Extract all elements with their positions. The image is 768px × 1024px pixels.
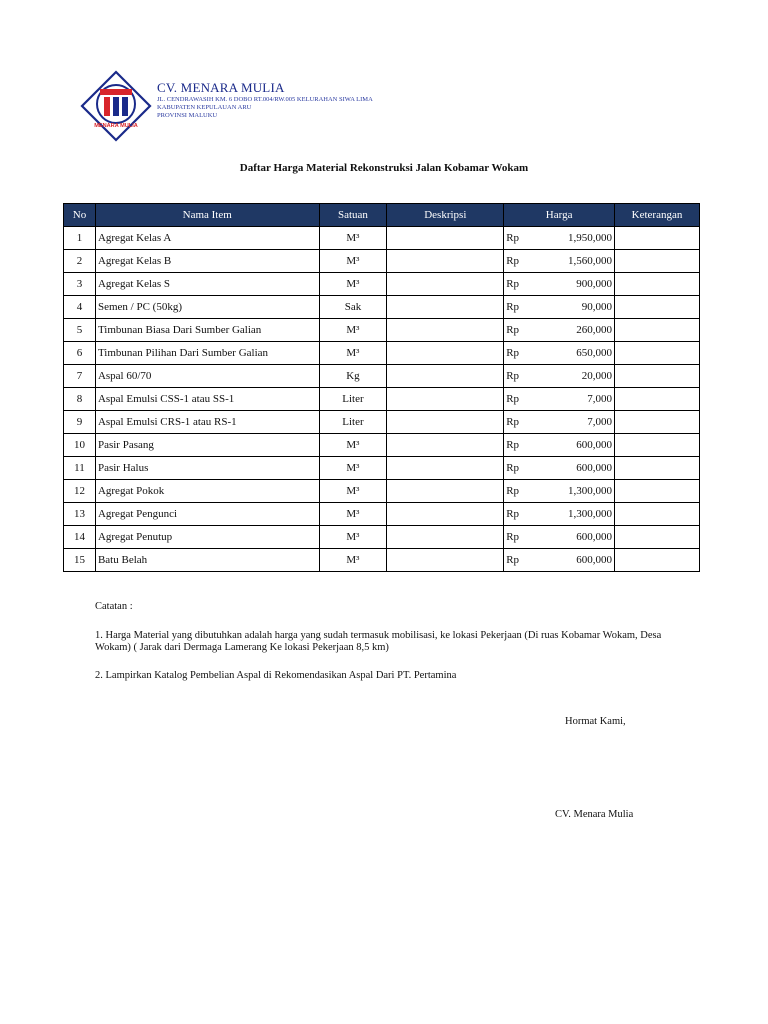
item-description [387,388,504,411]
currency-label: Rp [506,531,520,543]
item-name: Agregat Kelas B [95,250,319,273]
price-amount: 600,000 [576,531,613,543]
column-header-price: Harga [504,204,615,227]
notes-heading: Catatan : [95,601,133,612]
item-name: Agregat Pengunci [95,503,319,526]
item-unit: Liter [319,388,387,411]
row-number: 1 [64,227,96,250]
item-name: Agregat Penutup [95,526,319,549]
note-item: 1. Harga Material yang dibutuhkan adalah harga yang sudah termasuk mobilisasi, ke lokasi Pekerjaan (Di ruas Kobamar Wokam, Desa Wokam) ( Jarak dari Dermaga Lamerang Ke lokasi Pekerjaan 8,5 km) [95,630,662,653]
item-note [615,457,700,480]
item-description [387,250,504,273]
item-name: Aspal 60/70 [95,365,319,388]
item-note [615,250,700,273]
table-row [64,480,700,503]
item-description [387,296,504,319]
item-description [387,526,504,549]
item-description [387,227,504,250]
item-unit: M³ [319,273,387,296]
row-number: 6 [64,342,96,365]
currency-label: Rp [506,393,520,405]
item-unit: Kg [319,365,387,388]
table-row [64,342,700,365]
row-number: 2 [64,250,96,273]
currency-label: Rp [506,232,520,244]
currency-label: Rp [506,554,520,566]
column-header-unit: Satuan [319,204,387,227]
company-address-line: KABUPATEN KEPULAUAN ARU [157,104,252,111]
table-row [64,526,700,549]
column-header-no: No [64,204,96,227]
item-note [615,273,700,296]
column-header-name: Nama Item [95,204,319,227]
item-name: Batu Belah [95,549,319,572]
item-unit: Liter [319,411,387,434]
price-table [63,203,700,572]
item-price [504,480,615,503]
row-number: 7 [64,365,96,388]
item-unit: M³ [319,503,387,526]
company-address-line: PROVINSI MALUKU [157,112,218,119]
item-unit: Sak [319,296,387,319]
item-name: Aspal Emulsi CRS-1 atau RS-1 [95,411,319,434]
item-description [387,434,504,457]
price-amount: 650,000 [576,347,613,359]
item-name: Agregat Kelas S [95,273,319,296]
price-amount: 1,950,000 [568,232,613,244]
document-title: Daftar Harga Material Rekonstruksi Jalan Kobamar Wokam [239,162,529,174]
table-header-row [64,204,700,227]
table-row [64,411,700,434]
table-row [64,388,700,411]
item-price [504,227,615,250]
item-unit: M³ [319,319,387,342]
item-description [387,273,504,296]
currency-label: Rp [506,439,520,451]
item-description [387,365,504,388]
company-name: CV. MENARA MULIA [157,80,285,95]
item-note [615,503,700,526]
item-unit: M³ [319,227,387,250]
price-amount: 90,000 [581,301,613,313]
item-description [387,480,504,503]
item-note [615,434,700,457]
row-number: 12 [64,480,96,503]
item-note [615,526,700,549]
table-row [64,549,700,572]
item-note [615,319,700,342]
item-note [615,411,700,434]
currency-label: Rp [506,324,520,336]
currency-label: Rp [506,255,520,267]
item-description [387,503,504,526]
item-name: Timbunan Biasa Dari Sumber Galian [95,319,319,342]
currency-label: Rp [506,301,520,313]
item-unit: M³ [319,434,387,457]
item-price [504,273,615,296]
item-unit: M³ [319,342,387,365]
price-amount: 260,000 [576,324,613,336]
item-price [504,296,615,319]
currency-label: Rp [506,278,520,290]
table-row [64,457,700,480]
price-amount: 600,000 [576,439,613,451]
item-unit: M³ [319,480,387,503]
item-note [615,227,700,250]
price-amount: 1,300,000 [568,485,613,497]
item-name: Semen / PC (50kg) [95,296,319,319]
table-row [64,296,700,319]
item-name: Aspal Emulsi CSS-1 atau SS-1 [95,388,319,411]
price-amount: 1,300,000 [568,508,613,520]
currency-label: Rp [506,416,520,428]
item-price [504,365,615,388]
item-note [615,388,700,411]
row-number: 4 [64,296,96,319]
row-number: 9 [64,411,96,434]
column-header-note: Keterangan [615,204,700,227]
closing-greeting: Hormat Kami, [565,716,626,727]
currency-label: Rp [506,370,520,382]
item-note [615,342,700,365]
note-item: 2. Lampirkan Katalog Pembelian Aspal di Rekomendasikan Aspal Dari PT. Pertamina [95,670,457,681]
item-note [615,296,700,319]
table-row [64,273,700,296]
price-amount: 20,000 [581,370,613,382]
item-unit: M³ [319,526,387,549]
currency-label: Rp [506,508,520,520]
row-number: 15 [64,549,96,572]
item-price [504,549,615,572]
currency-label: Rp [506,347,520,359]
price-amount: 7,000 [587,393,613,405]
item-price [504,411,615,434]
item-description [387,411,504,434]
item-price [504,457,615,480]
price-amount: 600,000 [576,462,613,474]
item-unit: M³ [319,549,387,572]
item-price [504,342,615,365]
table-row [64,227,700,250]
item-name: Timbunan Pilihan Dari Sumber Galian [95,342,319,365]
table-row [64,365,700,388]
item-note [615,365,700,388]
price-amount: 7,000 [587,416,613,428]
item-name: Pasir Halus [95,457,319,480]
price-amount: 900,000 [576,278,613,290]
row-number: 3 [64,273,96,296]
item-name: Agregat Pokok [95,480,319,503]
item-unit: M³ [319,457,387,480]
signatory-name: CV. Menara Mulia [555,809,634,820]
row-number: 8 [64,388,96,411]
price-amount: 600,000 [576,554,613,566]
company-address-line: JL. CENDRAWASIH KM. 6 DOBO RT.004/RW.005 KELURAHAN SIWA LIMA [157,96,373,103]
item-price [504,434,615,457]
table-row [64,434,700,457]
item-price [504,503,615,526]
item-name: Agregat Kelas A [95,227,319,250]
item-name: Pasir Pasang [95,434,319,457]
currency-label: Rp [506,485,520,497]
item-note [615,549,700,572]
item-price [504,388,615,411]
logo-text: MENARA MULIA [94,123,138,129]
item-price [504,526,615,549]
table-row [64,503,700,526]
row-number: 11 [64,457,96,480]
price-amount: 1,560,000 [568,255,613,267]
item-note [615,480,700,503]
item-price [504,250,615,273]
row-number: 14 [64,526,96,549]
table-row [64,250,700,273]
table-row [64,319,700,342]
currency-label: Rp [506,462,520,474]
item-description [387,342,504,365]
item-unit: M³ [319,250,387,273]
row-number: 5 [64,319,96,342]
item-description [387,457,504,480]
item-description [387,549,504,572]
company-logo [80,70,152,142]
row-number: 13 [64,503,96,526]
column-header-description: Deskripsi [387,204,504,227]
row-number: 10 [64,434,96,457]
item-description [387,319,504,342]
item-price [504,319,615,342]
